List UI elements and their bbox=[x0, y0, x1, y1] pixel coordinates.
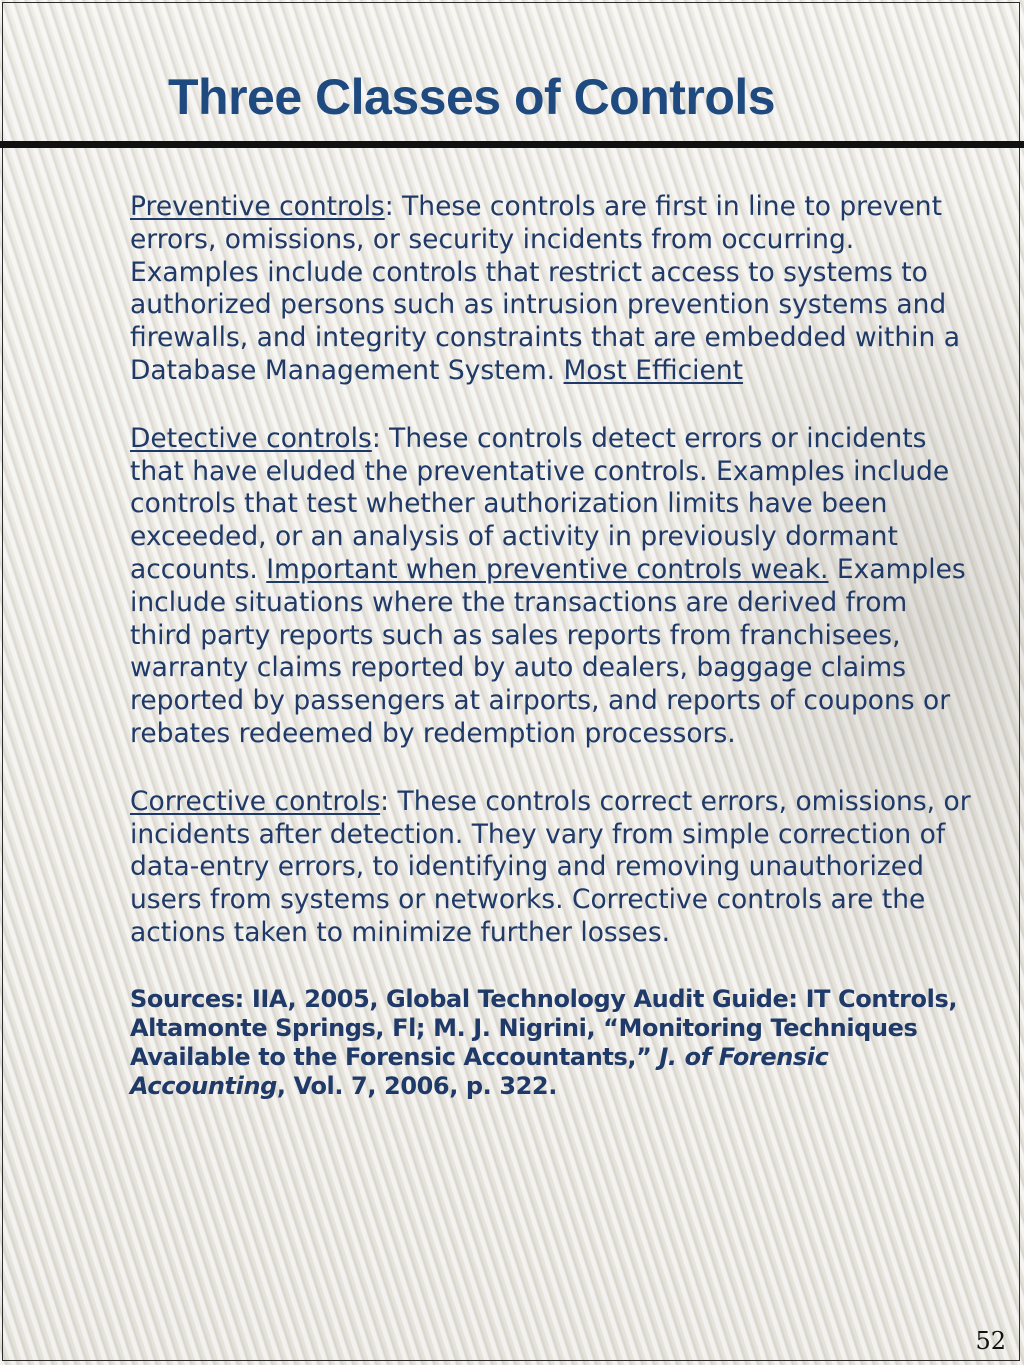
page-number: 52 bbox=[975, 1327, 1006, 1355]
detective-colon: : bbox=[371, 422, 381, 454]
slide-content bbox=[130, 191, 976, 1101]
corrective-colon: : bbox=[380, 785, 390, 817]
detective-body: These controls detect errors or incidents that have eluded the preventative controls. Examples include controls that test whether authorization limits have been exceeded, or an analysis of activity in previously dormant accounts. bbox=[130, 422, 950, 585]
detective-body-continued: Examples include situations where the transactions are derived from third party reports such as sales reports from franchisees, warranty claims reported by auto dealers, baggage claims reported by passengers at airports, and reports of coupons or rebates redeemed by redemption processors. bbox=[130, 553, 966, 749]
sources-text-end: , Vol. 7, 2006, p. 322. bbox=[276, 1071, 557, 1100]
preventive-emphasis: Most Efficient bbox=[563, 354, 744, 386]
corrective-paragraph bbox=[130, 786, 976, 950]
corrective-term: Corrective controls bbox=[130, 785, 381, 817]
title-divider bbox=[0, 141, 1024, 148]
preventive-colon: : bbox=[384, 191, 394, 222]
detective-paragraph bbox=[130, 423, 976, 751]
slide-title: Three Classes of Controls bbox=[168, 69, 776, 125]
preventive-term: Preventive controls bbox=[130, 191, 385, 222]
preventive-body: These controls are first in line to prevent errors, omissions, or security incidents from occurring. Examples include controls that restrict access to systems to authorized persons such as intrusion prevention systems and firewalls, and integrity constraints that are embedded within a Database Management System. bbox=[130, 191, 960, 386]
detective-emphasis: Important when preventive controls weak. bbox=[266, 553, 829, 585]
preventive-paragraph bbox=[130, 191, 976, 388]
detective-term: Detective controls bbox=[130, 422, 372, 454]
sources-journal: J. of Forensic Accounting bbox=[130, 1042, 829, 1100]
corrective-body: These controls correct errors, omissions, or incidents after detection. They vary from simple correction of data-entry errors, to identifying and removing unauthorized users from systems or networks. Corrective controls are the actions taken to minimize further losses. bbox=[130, 785, 971, 948]
sources-citation bbox=[130, 985, 976, 1101]
sources-text: Sources: IIA, 2005, Global Technology Audit Guide: IT Controls, Altamonte Springs, Fl; M. J. Nigrini, “Monitoring Techniques Available to the Forensic Accountants,” bbox=[130, 984, 958, 1071]
